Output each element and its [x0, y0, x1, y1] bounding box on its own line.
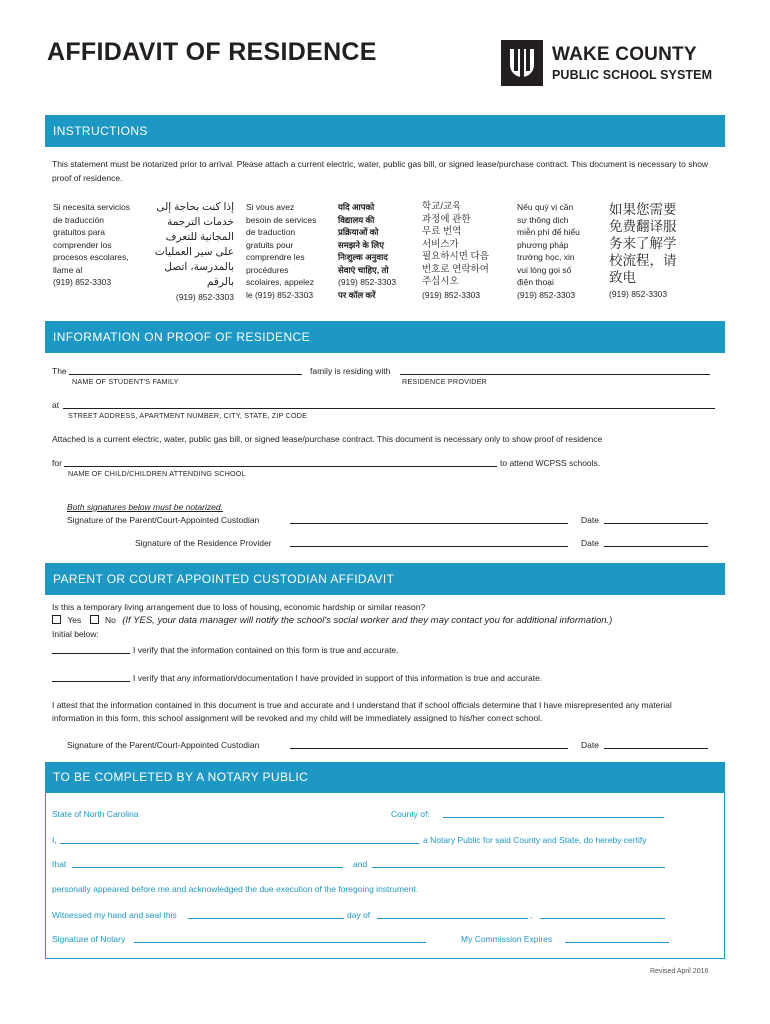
brand-name: WAKE COUNTY — [552, 44, 697, 65]
year-field[interactable] — [540, 918, 665, 919]
notary-certify-text: a Notary Public for said County and State, do hereby certify — [423, 835, 647, 845]
no-checkbox[interactable] — [90, 615, 99, 624]
commission-label: My Commission Expires — [461, 934, 553, 944]
commission-expires-field[interactable] — [565, 942, 669, 943]
sig-notary-label: Signature of Notary — [52, 934, 126, 944]
county-label: County of: — [391, 809, 430, 819]
day-of-label: day of — [347, 910, 371, 920]
custodian-date-field[interactable] — [604, 523, 708, 524]
that-name-field[interactable] — [72, 867, 343, 868]
state-label: State of North Carolina — [52, 809, 139, 819]
attend-label: to attend WCPSS schools. — [500, 458, 601, 468]
attached-text: Attached is a current electric, water, public gas bill, or signed lease/purchase contract. This document is necessary only to show proof of residence — [52, 434, 603, 444]
notary-name-field[interactable] — [60, 843, 419, 844]
lang-spanish: Si necesita servicios de traducción gratuitos para comprender los procesos escolares, llame al (919) 852-3303 — [53, 202, 131, 287]
address-field[interactable] — [63, 408, 715, 409]
provider-date-field[interactable] — [604, 546, 708, 547]
child-name-field[interactable] — [64, 466, 497, 467]
and-name-field[interactable] — [372, 867, 665, 868]
for-label: for — [52, 458, 62, 468]
instructions-heading: INSTRUCTIONS — [45, 115, 725, 147]
family-residing-label: family is residing with — [310, 366, 391, 376]
notary-heading: TO BE COMPLETED BY A NOTARY PUBLIC — [45, 762, 725, 793]
verify-1: I verify that the information contained on this form is true and accurate. — [133, 645, 399, 655]
that-label: that — [52, 859, 67, 869]
provider-signature-field[interactable] — [290, 546, 568, 547]
residence-provider-field[interactable] — [400, 374, 710, 375]
day-field[interactable] — [188, 918, 344, 919]
verify-2: I verify that any information/documentation I have provided in support of this information is true and accurate. — [133, 673, 543, 683]
brand-subtitle: PUBLIC SCHOOL SYSTEM — [552, 68, 713, 82]
lang-chinese: 如果您需要 免费翻译服 务来了解学 校流程，请 致电 — [609, 202, 677, 285]
temporary-question: Is this a temporary living arrangement due to loss of housing, economic hardship or similar reason? — [52, 602, 426, 612]
yes-no-row — [52, 613, 612, 628]
at-label: at — [52, 400, 60, 410]
no-label: No — [105, 615, 116, 625]
lang-french: Si vous avez besoin de services de traduction gratuits pour comprendre les procédures scolaires, appelez le (919) 852-3303 — [246, 202, 317, 300]
county-field[interactable] — [443, 817, 664, 818]
appeared-text: personally appeared before me and acknowledged the due execution of the foregoing instrument. — [52, 884, 419, 894]
i-label: I, — [52, 835, 57, 845]
custodian-heading: PARENT OR COURT APPOINTED CUSTODIAN AFFIDAVIT — [45, 563, 725, 595]
wcpss-logo-icon — [501, 40, 543, 86]
initial-field-2[interactable] — [52, 681, 130, 682]
lang-arabic: إذا كنت بحاجة إلى خدمات الترجمة المجانية للتعرف على سير العمليات بالمدرسة، اتصل بالرقم (919) 852-3303 — [154, 201, 234, 302]
date-label: Date — [581, 538, 599, 548]
lang-korean: 학교/교육 과정에 관한 무료 번역 서비스가 필요하시면 다음 번호로 연락하여 주십시오 (919) 852-3303 — [422, 201, 489, 300]
page-title: AFFIDAVIT OF RESIDENCE — [47, 38, 377, 66]
custodian-signature-field[interactable] — [290, 523, 568, 524]
witnessed-label: Witnessed my hand and seal this — [52, 910, 177, 920]
initial-below-label: Initial below: — [52, 629, 99, 639]
instructions-text: This statement must be notarized prior to arrival. Please attach a current electric, water, public gas bill, or signed lease/purchase contract. This document is necessary to show proof of residence. — [52, 159, 709, 183]
sig-custodian-label-2: Signature of the Parent/Court-Appointed Custodian — [67, 740, 260, 750]
notarized-note: Both signatures below must be notarized. — [67, 502, 223, 512]
if-yes-note: (If YES, your data manager will notify the school's social worker and they may contact you for additional information.) — [122, 615, 613, 626]
date-label: Date — [581, 740, 599, 750]
attest-text: I attest that the information contained in this document is true and accurate and I understand that if school officials determine that I have misrepresented any material information in this form, this school assignment will be revoked and my child will be immediately assigned to his/her correct school. — [52, 700, 672, 723]
comma-label: , — [530, 910, 533, 920]
student-family-caption: NAME OF STUDENT'S FAMILY — [72, 377, 179, 386]
sig-provider-label: Signature of the Residence Provider — [135, 538, 272, 548]
provider-caption: RESIDENCE PROVIDER — [402, 377, 488, 386]
lang-hindi: यदि आपको विद्यालय की प्रक्रियाओं को समझने के लिए निःशुल्क अनुवाद सेवाएं चाहिए, तो (919) 852-3303 पर कॉल करें — [338, 202, 397, 300]
the-label: The — [52, 366, 67, 376]
custodian-signature-field-2[interactable] — [290, 748, 568, 749]
child-caption: NAME OF CHILD/CHILDREN ATTENDING SCHOOL — [68, 469, 246, 478]
notary-signature-field[interactable] — [134, 942, 426, 943]
date-label: Date — [581, 515, 599, 525]
proof-heading: INFORMATION ON PROOF OF RESIDENCE — [45, 321, 725, 353]
custodian-date-field-2[interactable] — [604, 748, 708, 749]
and-label: and — [353, 859, 368, 869]
initial-field-1[interactable] — [52, 653, 130, 654]
month-field[interactable] — [377, 918, 528, 919]
yes-checkbox[interactable] — [52, 615, 61, 624]
student-family-field[interactable] — [69, 374, 302, 375]
lang-vietnamese: Nếu quý vị cần sự thông dịch miễn phí để hiểu phương pháp trường học, xin vui lòng gọi số điện thoại (919) 852-3303 — [517, 202, 580, 300]
revised-date: Revised April 2016 — [650, 968, 709, 975]
lang-chinese-phone: (919) 852-3303 — [609, 289, 668, 299]
yes-label: Yes — [67, 615, 82, 625]
sig-custodian-label: Signature of the Parent/Court-Appointed Custodian — [67, 515, 260, 525]
address-caption: STREET ADDRESS, APARTMENT NUMBER, CITY, STATE, ZIP CODE — [68, 411, 308, 420]
